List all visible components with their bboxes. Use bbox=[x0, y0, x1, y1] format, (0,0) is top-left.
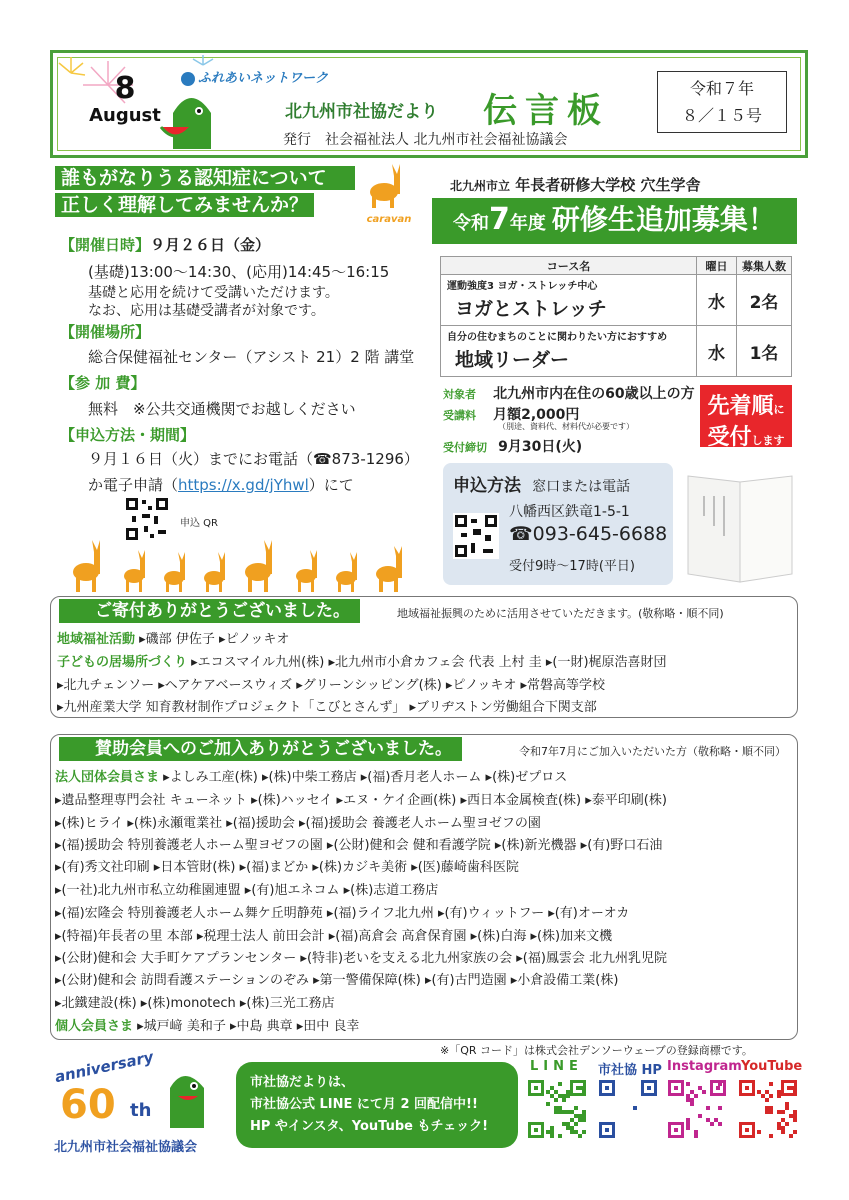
apply-title: 申込方法 bbox=[453, 476, 521, 496]
fee-value: 無料 ※公共交通機関でお越しください bbox=[88, 400, 356, 418]
donkey-icon bbox=[360, 162, 418, 210]
list-item: 地域福祉活動 ▸磯部 伊佐子 ▸ピノッキオ bbox=[57, 632, 290, 647]
note-line1: 基礎と応用を続けて受講いただけます。 bbox=[88, 285, 339, 301]
table-row: 運動強度3 ヨガ・ストレッチ中心 ヨガとストレッチ 水 2名 bbox=[441, 275, 792, 326]
target-row: 対象者 北九州市内在住の60歳以上の方 bbox=[443, 386, 695, 402]
apply-box bbox=[443, 463, 673, 585]
fee-row: 受講料 月額2,000円 bbox=[443, 407, 580, 423]
issue-box bbox=[657, 71, 787, 133]
donation-title: ご寄付ありがとうございました。 bbox=[59, 599, 360, 623]
qr-label-instagram: Instagram bbox=[667, 1059, 742, 1074]
book-icon bbox=[684, 466, 796, 586]
place-value: 総合保健福祉センター（アシスト 21）2 階 講堂 bbox=[88, 348, 415, 366]
deadline-row: 受付締切 9月30日(火) bbox=[443, 439, 583, 455]
list-item: ▸北鐵建設(株) ▸(株)monotech ▸(株)三光工務店 bbox=[55, 996, 335, 1011]
qr-trademark-note: ※「QR コード」は株式会社デンソーウェーブの登録商標です。 bbox=[440, 1044, 753, 1057]
header bbox=[50, 50, 808, 158]
recruitment-banner: 令和7年度 研修生追加募集！ bbox=[432, 198, 797, 244]
list-item: ▸(公財)健和会 訪問看護ステーションのぞみ ▸第一警備保障(株) ▸(有)古門造園 ▸小倉設備工業(株) bbox=[55, 973, 619, 988]
dementia-headline-line2: 正しく理解してみませんか？ bbox=[55, 193, 314, 217]
mascot-icon bbox=[160, 1064, 210, 1134]
qr-label-hp: 市社協 HP bbox=[598, 1063, 662, 1078]
list-item: ▸北九チェンソー ▸ヘアケアベースウィズ ▸グリーンシッピング(株) ▸ピノッキオ ▸常磐高等学校 bbox=[57, 678, 606, 693]
course-table bbox=[440, 256, 792, 377]
apply-qr-code[interactable] bbox=[124, 496, 170, 542]
hp-qr-code[interactable] bbox=[597, 1078, 659, 1140]
line-qr-code[interactable] bbox=[526, 1078, 588, 1140]
list-item: ▸(株)ヒライ ▸(株)永瀬電業社 ▸(福)援助会 ▸(福)援助会 養護老人ホーム聖ヨゼフの園 bbox=[55, 816, 541, 831]
instagram-qr-code[interactable] bbox=[666, 1078, 728, 1140]
note-line2: なお、応用は基礎受講者が対象です。 bbox=[88, 303, 325, 319]
qr-label-line: LINE bbox=[530, 1059, 583, 1074]
anniversary-th: th bbox=[130, 1100, 152, 1121]
supporting-subtitle: 令和7年7月にご加入いただいた方（敬称略・順不同） bbox=[519, 745, 786, 758]
apply-label: 【申込方法・期間】 bbox=[60, 426, 196, 444]
list-item: ▸九州産業大学 知育教材制作プロジェクト「こびとさんず」 ▸ブリヂストン労働組合下関支部 bbox=[57, 700, 597, 715]
anniversary-number: 60 bbox=[60, 1082, 116, 1128]
anniversary-logo bbox=[52, 1047, 242, 1156]
apply-line2: か電子申請（https://x.gd/jYhwl）にて bbox=[88, 476, 354, 494]
list-item: ▸(福)援助会 特別養護老人ホーム聖ヨゼフの園 ▸(公財)健和会 健和看護学院 ▸(株)新光機器 ▸(有)野口石油 bbox=[55, 838, 663, 853]
fee-label: 【参 加 費】 bbox=[60, 374, 146, 392]
header-day: 曜日 bbox=[697, 257, 737, 275]
qr-caption: 申込 QR bbox=[180, 518, 218, 529]
supporting-title: 賛助会員へのご加入ありがとうございました。 bbox=[59, 737, 462, 761]
apply-url-link[interactable]: https://x.gd/jYhwl bbox=[178, 476, 309, 494]
newsletter-name: 北九州市社協だより bbox=[285, 102, 438, 122]
dementia-headline bbox=[55, 166, 355, 216]
phone-number[interactable]: ☎093-645-6688 bbox=[509, 523, 668, 545]
list-item: ▸(特福)年長者の里 本部 ▸税理士法人 前田会計 ▸(福)高倉会 高倉保育園 ▸(株)白海 ▸(株)加来文機 bbox=[55, 929, 613, 944]
network-logo: ふれあいネットワーク bbox=[181, 67, 328, 86]
list-item: ▸(一社)北九州市私立幼稚園連盟 ▸(有)旭エネコム ▸(株)志道工務店 bbox=[55, 883, 439, 898]
date-month: August bbox=[89, 105, 161, 126]
header-course: コース名 bbox=[441, 257, 697, 275]
apply-line1: ９月１６日（火）までにお電話（☎873-1296） bbox=[88, 450, 419, 468]
qr-label-youtube: YouTube bbox=[741, 1059, 803, 1074]
dementia-headline-line1: 誰もがなりうる認知症について bbox=[55, 166, 355, 190]
youtube-qr-code[interactable] bbox=[737, 1078, 799, 1140]
list-item: 法人団体会員さま ▸よしみ工産(株) ▸(株)中柴工務店 ▸(福)香月老人ホーム ▸(株)ゼプロス bbox=[55, 770, 568, 785]
table-row: 自分の住むまちのことに関わりたい方におすすめ 地域リーダー 水 1名 bbox=[441, 326, 792, 377]
org-name: 北九州市社会福祉協議会 bbox=[54, 1140, 198, 1155]
line-promo-bubble: 市社協だよりは、 市社協公式 LINE にて月 2 回配信中!! HP やインスタ、YouTube もチェック! bbox=[236, 1062, 518, 1148]
newsletter-title: 伝言板 bbox=[483, 91, 609, 131]
supporting-section bbox=[50, 734, 798, 1040]
recruit-qr-code[interactable] bbox=[453, 513, 499, 559]
date-badge bbox=[65, 73, 185, 126]
course-table-header bbox=[441, 257, 792, 275]
date-number: 8 bbox=[114, 71, 136, 106]
address: 八幡西区鉄竜1-5-1 bbox=[509, 504, 630, 520]
list-item: ▸遺品整理専門会社 キューネット ▸(株)ハッセイ ▸エヌ・ケイ企画(株) ▸西日本金属検査(株) ▸泰平印刷(株) bbox=[55, 793, 667, 808]
header-count: 募集人数 bbox=[737, 257, 792, 275]
first-come-badge: 先着順に 受付します bbox=[700, 385, 792, 447]
place-label: 【開催場所】 bbox=[60, 323, 151, 341]
list-item: ▸(福)宏隆会 特別養護老人ホーム舞ケ丘明静苑 ▸(福)ライフ北九州 ▸(有)ウィットフー ▸(有)オーオカ bbox=[55, 906, 630, 921]
apply-method: 窓口または電話 bbox=[532, 479, 631, 495]
anniversary-text: anniversary bbox=[53, 1047, 155, 1087]
donkey-parade-icon bbox=[68, 538, 418, 594]
time-detail: (基礎)13:00～14:30、(応用)14:45～16:15 bbox=[88, 263, 390, 281]
caravan-logo bbox=[360, 162, 418, 225]
list-item: 個人会員さま ▸城戸﨑 美和子 ▸中島 典章 ▸田中 良幸 bbox=[55, 1019, 360, 1034]
issue-number: ８／１５号 bbox=[681, 106, 762, 125]
list-item: ▸(公財)健和会 大手町ケアプランセンター ▸(特非)老いを支える北九州家族の会 ▸(福)鳳雲会 北九州乳児院 bbox=[55, 951, 668, 966]
donation-subtitle: 地域福祉振興のために活用させていただきます。(敬称略・順不同) bbox=[397, 607, 724, 620]
hours: 受付9時～17時(平日) bbox=[509, 559, 635, 574]
school-name: 北九州市立 年長者研修大学校 穴生学舎 bbox=[450, 176, 701, 194]
date-value: ９月２６日（金） bbox=[150, 236, 271, 254]
issue-year: 令和７年 bbox=[689, 79, 754, 98]
network-icon bbox=[181, 72, 195, 86]
date-label: 【開催日時】９月２６日（金） bbox=[60, 236, 271, 254]
publisher: 発行 社会福祉法人 北九州市社会福祉協議会 bbox=[283, 132, 568, 148]
fee-note: （別途、資料代、材料代が必要です） bbox=[498, 422, 634, 431]
list-item: ▸(有)秀文社印刷 ▸日本管財(株) ▸(福)まどか ▸(株)カジキ美術 ▸(医)藤崎歯科医院 bbox=[55, 860, 519, 875]
caravan-text: caravan bbox=[366, 214, 412, 225]
list-item: 子どもの居場所づくり ▸エコスマイル九州(株) ▸北九州市小倉カフェ会 代表 上村 圭 ▸(一財)梶原浩喜財団 bbox=[57, 655, 667, 670]
donation-section bbox=[50, 596, 798, 718]
